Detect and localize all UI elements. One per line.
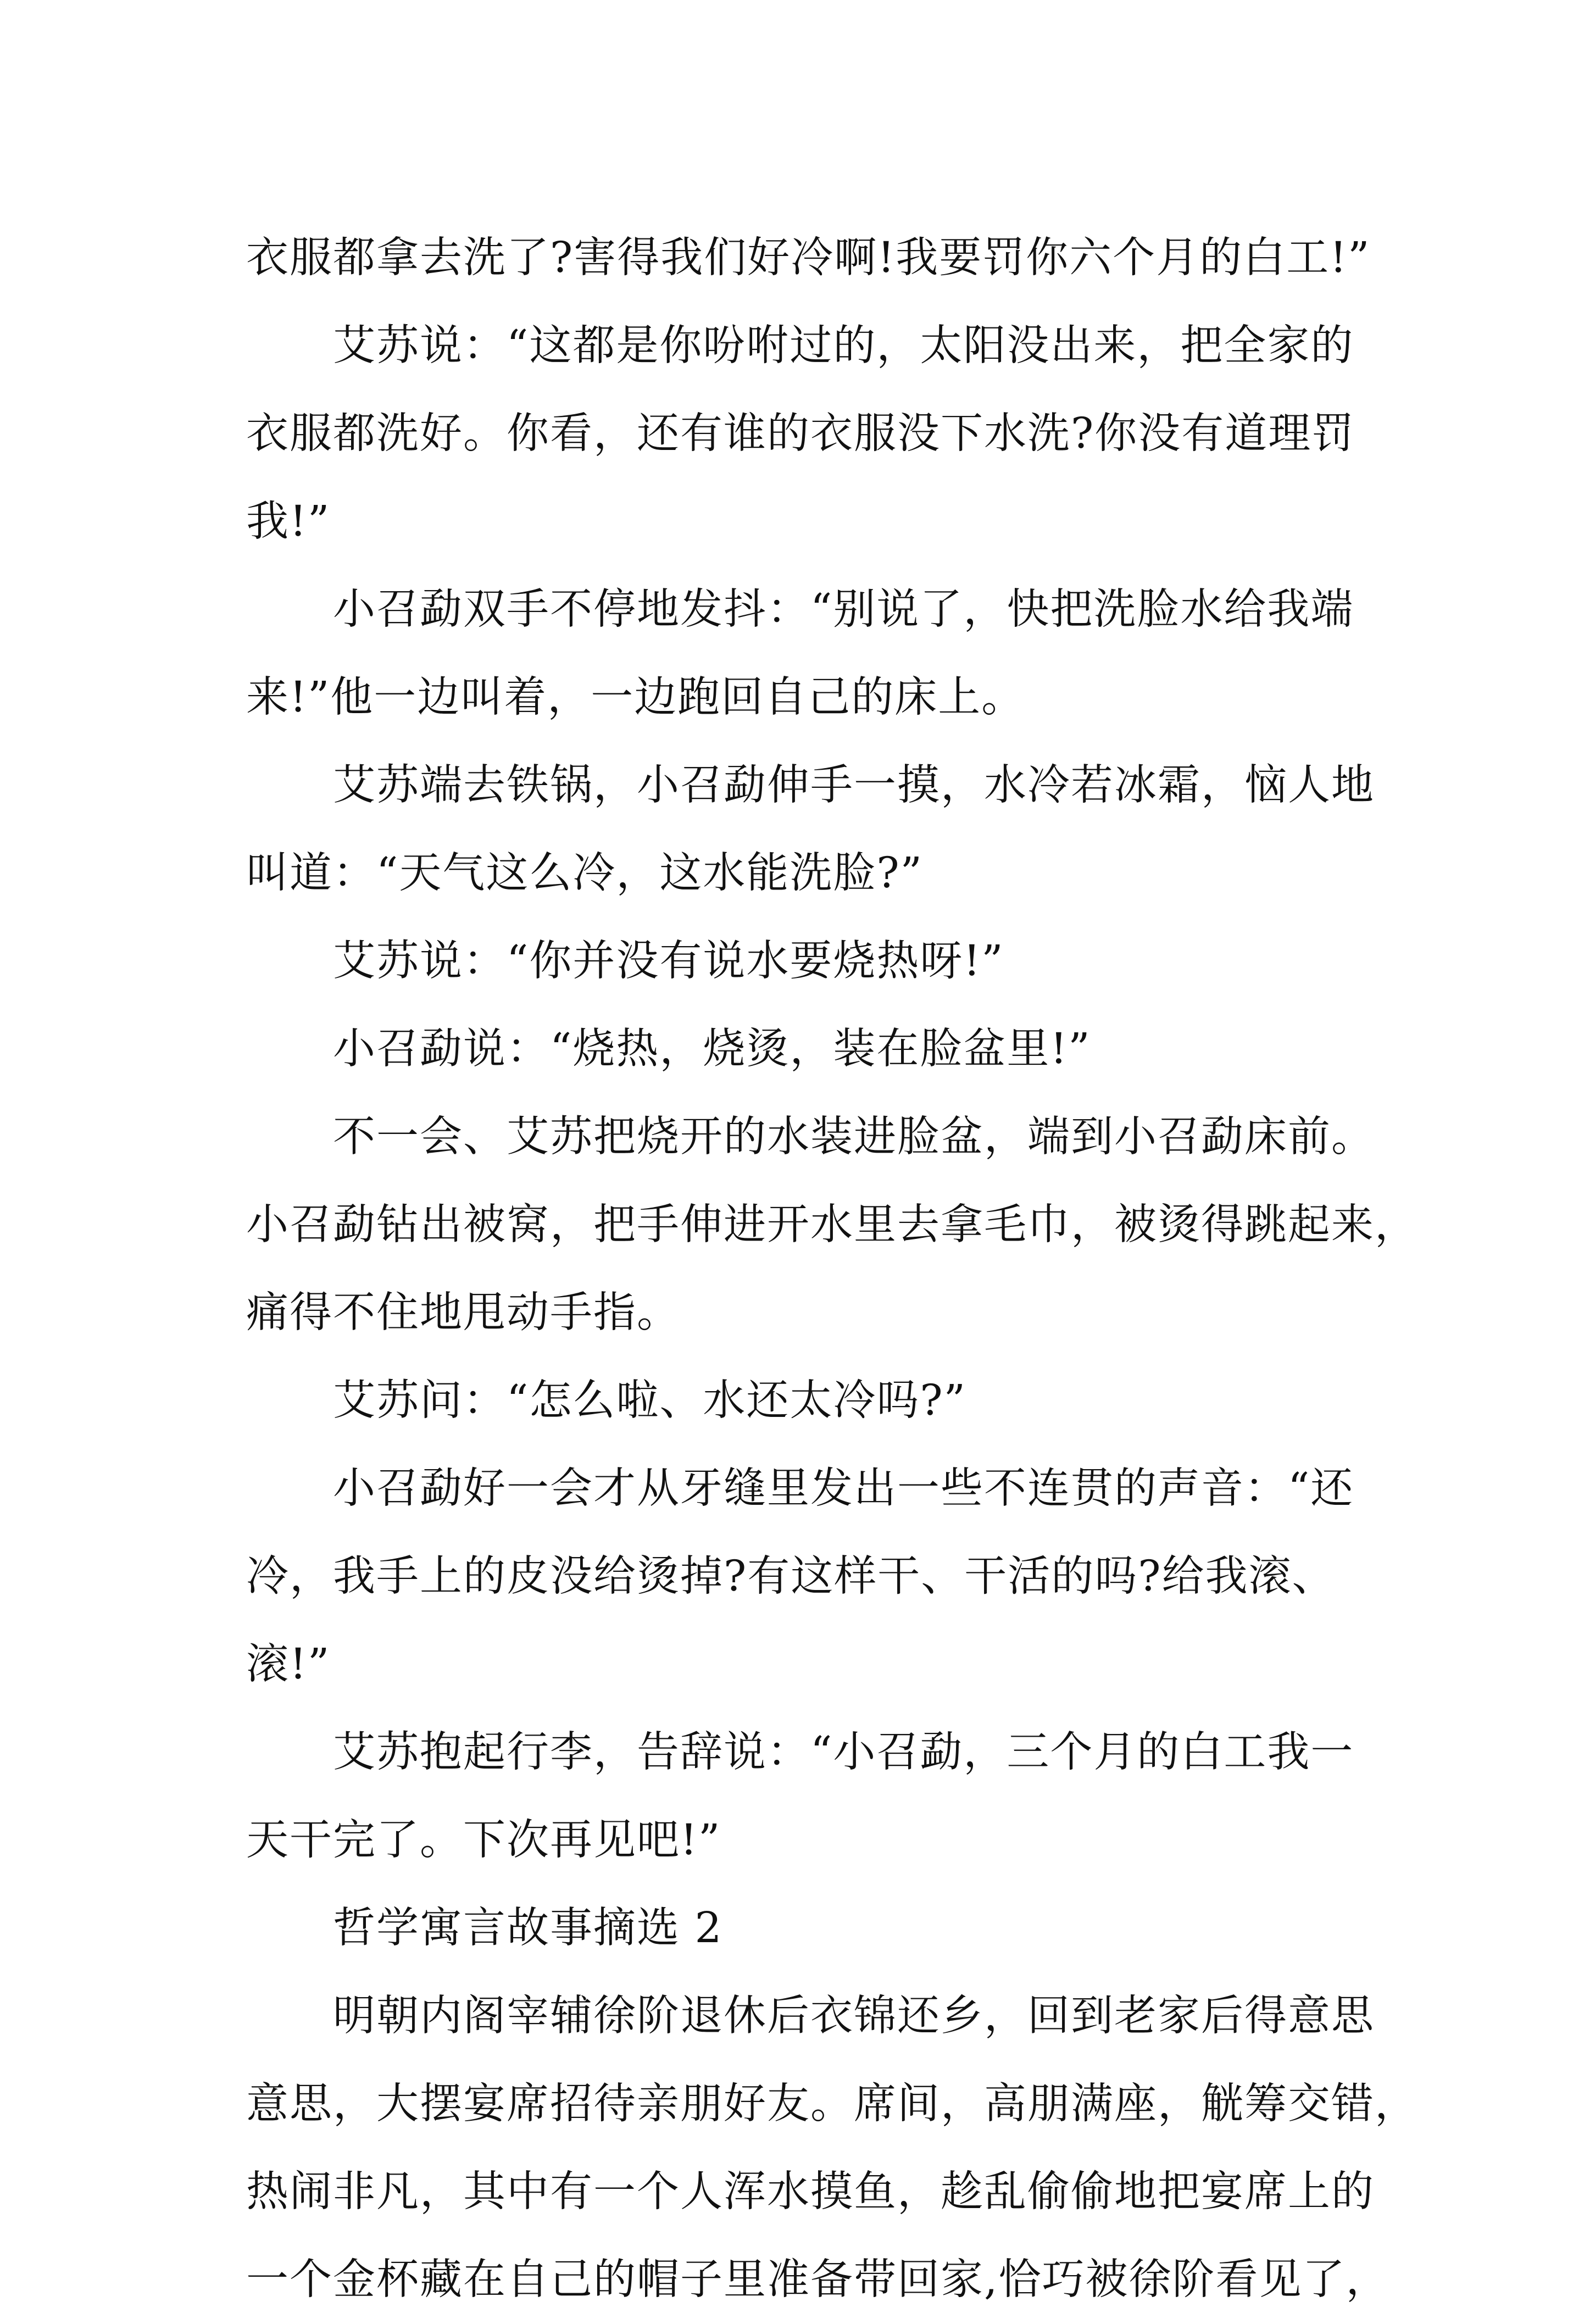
text-line: 意思，大摆宴席招待亲朋好友。席间，高朋满座，觥筹交错， [246,2080,1418,2128]
text-line: 小召勐好一会才从牙缝里发出一些不连贯的声音：“还 [333,1464,1354,1513]
text-line: 艾苏问：“怎么啦、水还太冷吗?” [333,1376,967,1425]
text-line: 我!” [246,497,331,546]
document-page [246,214,1418,2324]
text-line: 小召勐说：“烧热，烧烫，装在脸盆里!” [333,1025,1091,1074]
text-line: 天干完了。下次再见吧!” [246,1816,721,1865]
text-line: 艾苏抱起行李，告辞说：“小召勐，三个月的白工我一 [333,1728,1354,1777]
text-line: 滚!” [246,1640,331,1689]
text-line: 冷，我手上的皮没给烫掉?有这样干、干活的吗?给我滚、 [246,1552,1336,1601]
text-line: 小召勐钻出被窝，把手伸进开水里去拿毛巾，被烫得跳起来， [246,1200,1418,1249]
text-line: 明朝内阁宰辅徐阶退休后衣锦还乡，回到老家后得意思 [333,1992,1375,2041]
text-line: 来!”他一边叫着，一边跑回自己的床上。 [246,673,1025,722]
text-line: 一个金杯藏在自己的帽子里准备带回家,恰巧被徐阶看见了， [246,2255,1389,2304]
text-line: 小召勐双手不停地发抖：“别说了，快把洗脸水给我端 [333,585,1354,634]
text-line: 艾苏说：“这都是你吩咐过的，太阳没出来，把全家的 [333,321,1354,370]
text-line: 痛得不住地甩动手指。 [246,1288,680,1337]
text-line: 艾苏端去铁锅，小召勐伸手一摸，水冷若冰霜，恼人地 [333,761,1375,810]
section-heading: 哲学寓言故事摘选 2 [333,1904,723,1953]
text-line: 叫道：“天气这么冷，这水能洗脸?” [246,849,924,898]
text-line: 衣服都拿去洗了?害得我们好冷啊!我要罚你六个月的白工!” [246,233,1371,282]
text-line: 衣服都洗好。你看，还有谁的衣服没下水洗?你没有道理罚 [246,409,1355,458]
text-line: 艾苏说：“你并没有说水要烧热呀!” [333,937,1004,986]
text-line: 不一会、艾苏把烧开的水装进脸盆，端到小召勐床前。 [333,1113,1375,1161]
text-line: 热闹非凡，其中有一个人浑水摸鱼，趁乱偷偷地把宴席上的 [246,2167,1375,2216]
